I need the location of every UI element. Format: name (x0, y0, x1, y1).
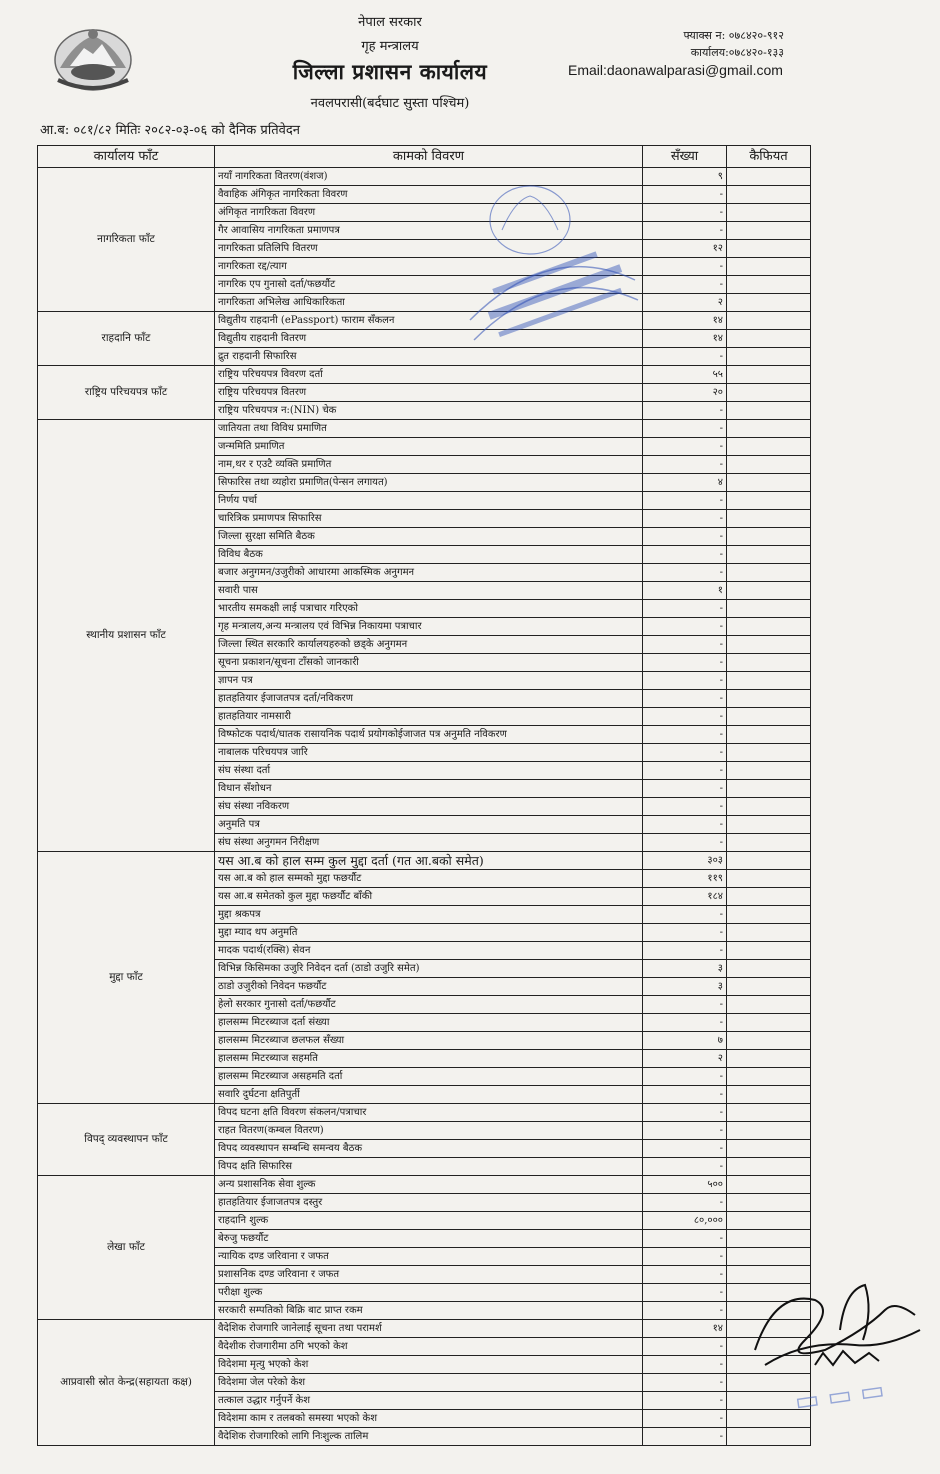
work-description: राहत वितरण(कम्बल वितरण) (215, 1122, 643, 1140)
remarks-cell (727, 636, 811, 654)
remarks-cell (727, 1284, 811, 1302)
work-description: विदेशमा मृत्यु भएको केश (215, 1356, 643, 1374)
table-row (38, 852, 811, 870)
section-name: मुद्दा फाँट (38, 852, 215, 1104)
work-description: ठाडो उजुरीको निवेदन फछर्यौट (215, 978, 643, 996)
work-description: न्यायिक दण्ड जरिवाना र जफत (215, 1248, 643, 1266)
work-description: निर्णय पर्चा (215, 492, 643, 510)
remarks-cell (727, 366, 811, 384)
remarks-cell (727, 564, 811, 582)
work-description: संघ संस्था नविकरण (215, 798, 643, 816)
count-cell: - (643, 258, 727, 276)
work-description: सूचना प्रकाशन/सूचना टाँसको जानकारी (215, 654, 643, 672)
work-description: नाम,थर र एउटै व्यक्ति प्रमाणित (215, 456, 643, 474)
work-description: जिल्ला स्थित सरकारि कार्यालयहरुको छड्के अनुगमन (215, 636, 643, 654)
work-description: जिल्ला सुरक्षा समिति बैठक (215, 528, 643, 546)
count-cell: - (643, 1158, 727, 1176)
work-description: चारित्रिक प्रमाणपत्र सिफारिस (215, 510, 643, 528)
count-cell: - (643, 564, 727, 582)
count-cell: ५०० (643, 1176, 727, 1194)
section-name: विपद् व्यवस्थापन फाँट (38, 1104, 215, 1176)
header-section: कार्यालय फाँट (38, 146, 215, 168)
work-description: मादक पदार्थ(रक्सि) सेवन (215, 942, 643, 960)
work-description: हातहतियार ईजाजतपत्र दस्तुर (215, 1194, 643, 1212)
count-cell: - (643, 510, 727, 528)
remarks-cell (727, 438, 811, 456)
count-cell: - (643, 1068, 727, 1086)
table-body (38, 168, 811, 1446)
work-description: विपद घटना क्षति विवरण संकलन/पत्राचार (215, 1104, 643, 1122)
work-description: नागरिकता रद्द/त्याग (215, 258, 643, 276)
remarks-cell (727, 906, 811, 924)
remarks-cell (727, 1338, 811, 1356)
count-cell: - (643, 690, 727, 708)
remarks-cell (727, 1248, 811, 1266)
count-cell: १४ (643, 312, 727, 330)
remarks-cell (727, 978, 811, 996)
table-row (38, 366, 811, 384)
table-row (38, 168, 811, 186)
work-description: बजार अनुगमन/उजुरीको आधारमा आकस्मिक अनुगमन (215, 564, 643, 582)
remarks-cell (727, 762, 811, 780)
count-cell: - (643, 798, 727, 816)
svg-text:▭ ▭ ▭: ▭ ▭ ▭ (792, 1375, 887, 1418)
remarks-cell (727, 654, 811, 672)
remarks-cell (727, 798, 811, 816)
count-cell: ९ (643, 168, 727, 186)
work-description: नागरिकता अभिलेख आधिकारिकता (215, 294, 643, 312)
remarks-cell (727, 528, 811, 546)
remarks-cell (727, 348, 811, 366)
header-remarks: कैफियत (727, 146, 811, 168)
remarks-cell (727, 618, 811, 636)
remarks-cell (727, 1032, 811, 1050)
remarks-cell (727, 312, 811, 330)
remarks-cell (727, 168, 811, 186)
work-description: बेरुजु फछर्यौट (215, 1230, 643, 1248)
remarks-cell (727, 924, 811, 942)
count-cell: - (643, 438, 727, 456)
count-cell: ८०,००० (643, 1212, 727, 1230)
remarks-cell (727, 1392, 811, 1410)
work-description: विपद क्षति सिफारिस (215, 1158, 643, 1176)
remarks-cell (727, 546, 811, 564)
work-description: भारतीय समकक्षी लाई पत्राचार गरिएको (215, 600, 643, 618)
remarks-cell (727, 222, 811, 240)
work-description: नागरिकता प्रतिलिपि वितरण (215, 240, 643, 258)
remarks-cell (727, 852, 811, 870)
remarks-cell (727, 888, 811, 906)
remarks-cell (727, 330, 811, 348)
count-cell: - (643, 456, 727, 474)
remarks-cell (727, 960, 811, 978)
remarks-cell (727, 1014, 811, 1032)
remarks-cell (727, 1158, 811, 1176)
work-description: राष्ट्रिय परिचयपत्र न:(NIN) चेक (215, 402, 643, 420)
section-name: लेखा फाँट (38, 1176, 215, 1320)
count-cell: १८४ (643, 888, 727, 906)
table-row (38, 1176, 811, 1194)
count-cell: - (643, 636, 727, 654)
count-cell: - (643, 1356, 727, 1374)
header-govt: नेपाल सरकार (358, 15, 422, 30)
count-cell: - (643, 834, 727, 852)
work-description: संघ संस्था अनुगमन निरीक्षण (215, 834, 643, 852)
section-name: स्थानीय प्रशासन फाँट (38, 420, 215, 852)
count-cell: - (643, 1392, 727, 1410)
count-cell: - (643, 996, 727, 1014)
work-description: वैदेशिक रोजगारि जानेलाई सूचना तथा परामर्श (215, 1320, 643, 1338)
work-description: जन्ममिति प्रमाणित (215, 438, 643, 456)
count-cell: - (643, 762, 727, 780)
remarks-cell (727, 942, 811, 960)
section-name: राष्ट्रिय परिचयपत्र फाँट (38, 366, 215, 420)
count-cell: - (643, 222, 727, 240)
work-description: वैदेशिक रोजगारिको लागि निःशुल्क तालिम (215, 1428, 643, 1446)
work-description: राष्ट्रिय परिचयपत्र वितरण (215, 384, 643, 402)
remarks-cell (727, 204, 811, 222)
count-cell: ११९ (643, 870, 727, 888)
work-description: हालसम्म मिटरब्याज दर्ता संख्या (215, 1014, 643, 1032)
count-cell: - (643, 1428, 727, 1446)
count-cell: २ (643, 1050, 727, 1068)
count-cell: - (643, 1194, 727, 1212)
remarks-cell (727, 672, 811, 690)
remarks-cell (727, 834, 811, 852)
work-description: अनुमति पत्र (215, 816, 643, 834)
remarks-cell (727, 1050, 811, 1068)
remarks-cell (727, 1194, 811, 1212)
count-cell: - (643, 528, 727, 546)
count-cell: - (643, 618, 727, 636)
remarks-cell (727, 1122, 811, 1140)
remarks-cell (727, 1374, 811, 1392)
count-cell: १२ (643, 240, 727, 258)
count-cell: - (643, 780, 727, 798)
work-description: नागरिक एप गुनासो दर्ता/फछर्यौट (215, 276, 643, 294)
remarks-cell (727, 816, 811, 834)
header-location: नवलपरासी(बर्दघाट सुस्ता पश्चिम) (310, 96, 470, 111)
work-description: यस आ.ब समेतको कुल मुद्दा फछर्यौट बाँकी (215, 888, 643, 906)
table-row (38, 1104, 811, 1122)
work-description: सरकारी सम्पतिको बिक्रि बाट प्राप्त रकम (215, 1302, 643, 1320)
count-cell: - (643, 726, 727, 744)
remarks-cell (727, 1212, 811, 1230)
remarks-cell (727, 294, 811, 312)
count-cell: - (643, 420, 727, 438)
work-description: विभिन्न किसिमका उजुरि निवेदन दर्ता (ठाडो उजुरि समेत) (215, 960, 643, 978)
remarks-cell (727, 1320, 811, 1338)
remarks-cell (727, 744, 811, 762)
remarks-cell (727, 1086, 811, 1104)
count-cell: - (643, 546, 727, 564)
remarks-cell (727, 384, 811, 402)
count-cell: - (643, 744, 727, 762)
count-cell: २ (643, 294, 727, 312)
work-description: प्रशासनिक दण्ड जरिवाना र जफत (215, 1266, 643, 1284)
remarks-cell (727, 870, 811, 888)
remarks-cell (727, 456, 811, 474)
remarks-cell (727, 1302, 811, 1320)
remarks-cell (727, 708, 811, 726)
fax-number: फ्याक्स न: ०७८४२०-९१२ (683, 29, 784, 42)
remarks-cell (727, 276, 811, 294)
work-description: मुद्दा म्याद थप अनुमति (215, 924, 643, 942)
work-description: गृह मन्त्रालय,अन्य मन्त्रालय एवं विभिन्न निकायमा पत्राचार (215, 618, 643, 636)
work-description: वैदेशीक रोजगारीमा ठगि भएको केश (215, 1338, 643, 1356)
table-row (38, 420, 811, 438)
count-cell: - (643, 1410, 727, 1428)
count-cell: - (643, 204, 727, 222)
work-description: यस आ.ब को हाल सम्म कुल मुद्दा दर्ता (गत आ.बको समेत) (215, 852, 643, 870)
remarks-cell (727, 726, 811, 744)
count-cell: - (643, 492, 727, 510)
remarks-cell (727, 600, 811, 618)
remarks-cell (727, 240, 811, 258)
work-description: नयाँ नागरिकता वितरण(वंशज) (215, 168, 643, 186)
count-cell: १ (643, 582, 727, 600)
remarks-cell (727, 996, 811, 1014)
report-reference-line: आ.ब: ०८१/८२ मितिः २०८२-०३-०६ को दैनिक प्रतिवेदन (40, 123, 300, 138)
count-cell: - (643, 672, 727, 690)
remarks-cell (727, 780, 811, 798)
work-description: गैर आवासिय नागरिकता प्रमाणपत्र (215, 222, 643, 240)
remarks-cell (727, 186, 811, 204)
work-description: द्रुत राहदानी सिफारिस (215, 348, 643, 366)
count-cell: १४ (643, 1320, 727, 1338)
work-description: हेलो सरकार गुनासो दर्ता/फछर्यौट (215, 996, 643, 1014)
count-cell: ४ (643, 474, 727, 492)
remarks-cell (727, 420, 811, 438)
header-office-title: जिल्ला प्रशासन कार्यालय (292, 59, 488, 84)
table-row (38, 312, 811, 330)
remarks-cell (727, 1176, 811, 1194)
count-cell: - (643, 1086, 727, 1104)
work-description: हालसम्म मिटरब्याज छलफल सँख्या (215, 1032, 643, 1050)
header-ministry: गृह मन्त्रालय (361, 39, 419, 54)
count-cell: - (643, 1266, 727, 1284)
table-row (38, 1320, 811, 1338)
count-cell: - (643, 942, 727, 960)
work-description: विधान सँशोधन (215, 780, 643, 798)
count-cell: - (643, 816, 727, 834)
work-description: हातहतियार ईजाजतपत्र दर्ता/नविकरण (215, 690, 643, 708)
count-cell: - (643, 348, 727, 366)
work-description: हालसम्म मिटरब्याज सहमति (215, 1050, 643, 1068)
remarks-cell (727, 402, 811, 420)
remarks-cell (727, 492, 811, 510)
work-description: विदेशमा जेल परेको केश (215, 1374, 643, 1392)
daily-report-table (37, 145, 811, 1446)
header-description: कामको विवरण (215, 146, 643, 168)
count-cell: - (643, 1374, 727, 1392)
count-cell: - (643, 1338, 727, 1356)
office-phone: कार्यालय:०७८४२०-१३३ (690, 46, 784, 59)
count-cell: - (643, 1302, 727, 1320)
work-description: मुद्दा श्रकपत्र (215, 906, 643, 924)
remarks-cell (727, 510, 811, 528)
work-description: तत्काल उद्धार गर्नुपर्ने केश (215, 1392, 643, 1410)
work-description: विपद व्यवस्थापन सम्बन्धि समन्वय बैठक (215, 1140, 643, 1158)
count-cell: - (643, 1014, 727, 1032)
remarks-cell (727, 582, 811, 600)
header-count: सँख्या (643, 146, 727, 168)
count-cell: - (643, 600, 727, 618)
count-cell: - (643, 654, 727, 672)
count-cell: ७ (643, 1032, 727, 1050)
work-description: अन्य प्रशासनिक सेवा शुल्क (215, 1176, 643, 1194)
count-cell: - (643, 1284, 727, 1302)
section-name: नागरिकता फाँट (38, 168, 215, 312)
work-description: परीक्षा शुल्क (215, 1284, 643, 1302)
work-description: विदेशमा काम र तलबको समस्या भएको केश (215, 1410, 643, 1428)
count-cell: १४ (643, 330, 727, 348)
work-description: जातियता तथा विविध प्रमाणित (215, 420, 643, 438)
remarks-cell (727, 1266, 811, 1284)
count-cell: - (643, 276, 727, 294)
remarks-cell (727, 1428, 811, 1446)
email-address: Email:daonawalparasi@gmail.com (568, 62, 783, 78)
work-description: नाबालक परिचयपत्र जारि (215, 744, 643, 762)
remarks-cell (727, 1140, 811, 1158)
work-description: विद्युतीय राहदानी वितरण (215, 330, 643, 348)
work-description: राष्ट्रिय परिचयपत्र विवरण दर्ता (215, 366, 643, 384)
work-description: वैवाहिक अंगिकृत नागरिकता विवरण (215, 186, 643, 204)
work-description: सिफारिस तथा व्यहोरा प्रमाणित(पेन्सन लगायत) (215, 474, 643, 492)
count-cell: - (643, 186, 727, 204)
remarks-cell (727, 1230, 811, 1248)
count-cell: - (643, 708, 727, 726)
count-cell: - (643, 1230, 727, 1248)
count-cell: - (643, 1248, 727, 1266)
count-cell: - (643, 906, 727, 924)
remarks-cell (727, 474, 811, 492)
remarks-cell (727, 690, 811, 708)
work-description: विविध बैठक (215, 546, 643, 564)
work-description: सवारी पास (215, 582, 643, 600)
work-description: अंगिकृत नागरिकता विवरण (215, 204, 643, 222)
table-header-row (38, 146, 811, 168)
section-name: आप्रवासी स्रोत केन्द्र(सहायता कक्ष) (38, 1320, 215, 1446)
count-cell: ३०३ (643, 852, 727, 870)
remarks-cell (727, 258, 811, 276)
work-description: हातहतियार नामसारी (215, 708, 643, 726)
count-cell: - (643, 402, 727, 420)
remarks-cell (727, 1104, 811, 1122)
remarks-cell (727, 1068, 811, 1086)
work-description: ज्ञापन पत्र (215, 672, 643, 690)
nepal-emblem-icon (50, 22, 136, 94)
count-cell: ३ (643, 960, 727, 978)
count-cell: - (643, 1140, 727, 1158)
count-cell: ५५ (643, 366, 727, 384)
count-cell: ३ (643, 978, 727, 996)
work-description: विष्फोटक पदार्थ/घातक रासायनिक पदार्थ प्रयोगकोईजाजत पत्र अनुमति नविकरण (215, 726, 643, 744)
work-description: राहदानि शुल्क (215, 1212, 643, 1230)
remarks-cell (727, 1356, 811, 1374)
count-cell: - (643, 1104, 727, 1122)
work-description: सवारि दुर्घटना क्षतिपुर्ती (215, 1086, 643, 1104)
section-name: राहदानि फाँट (38, 312, 215, 366)
count-cell: - (643, 1122, 727, 1140)
work-description: विद्युतीय राहदानी (ePassport) फाराम सँकलन (215, 312, 643, 330)
work-description: संघ संस्था दर्ता (215, 762, 643, 780)
remarks-cell (727, 1410, 811, 1428)
count-cell: - (643, 924, 727, 942)
work-description: यस आ.ब को हाल सम्मको मुद्दा फछर्यौट (215, 870, 643, 888)
count-cell: २० (643, 384, 727, 402)
work-description: हालसम्म मिटरब्याज असहमति दर्ता (215, 1068, 643, 1086)
